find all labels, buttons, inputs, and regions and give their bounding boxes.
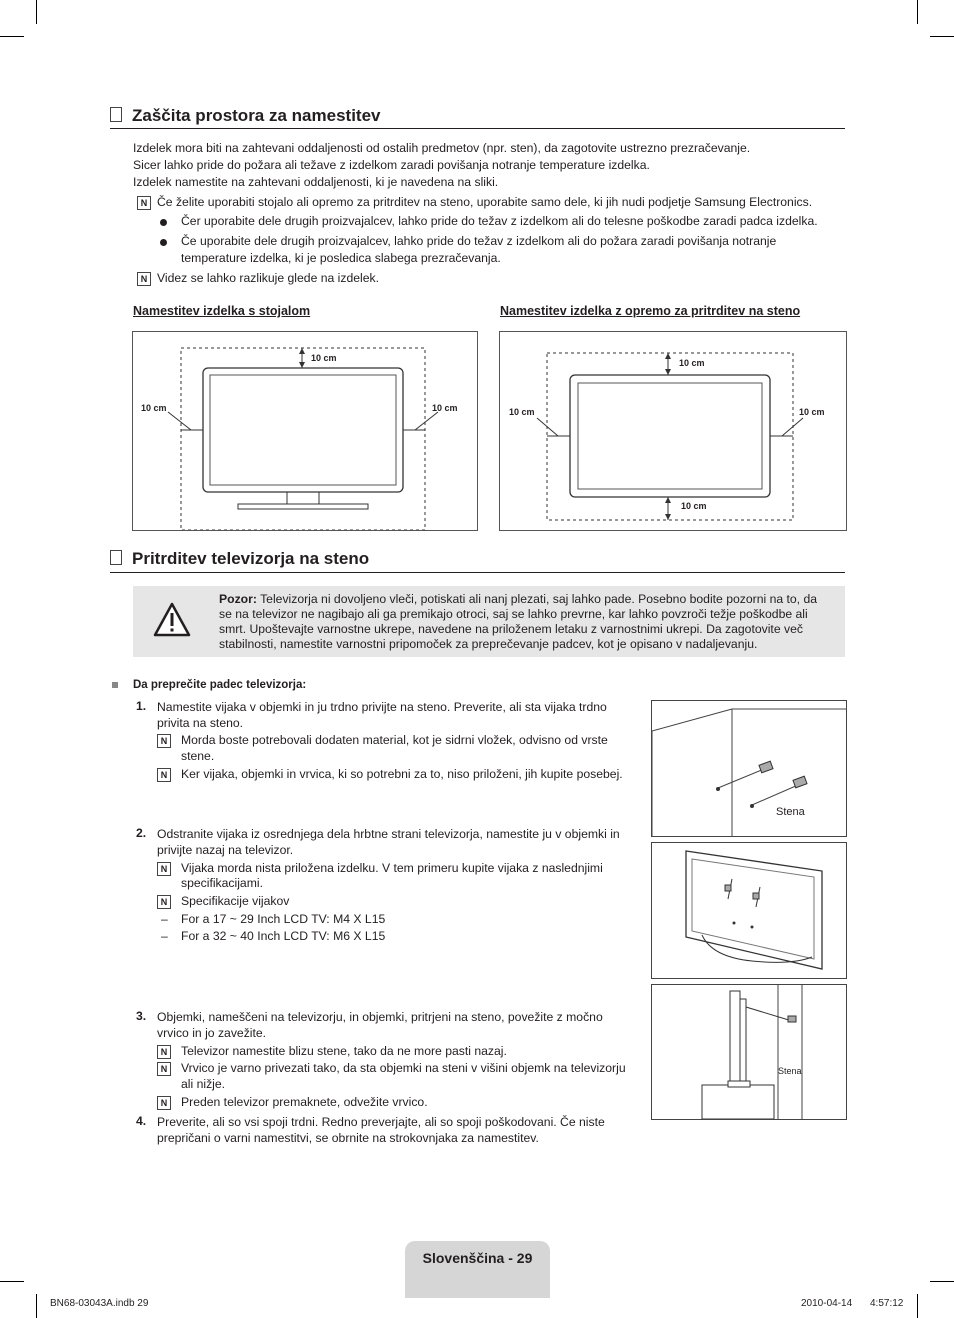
crop-mark: [930, 36, 954, 37]
stand-clearance-figure: [132, 331, 478, 531]
print-date: 2010-04-14: [801, 1298, 853, 1309]
wall-label: Stena: [778, 1066, 802, 1076]
step-text: Preverite, ali so vsi spoji trdni. Redno preverjajte, ali so spoji poškodovani. Če niste: [157, 1115, 605, 1129]
stand-clearance-drawing: [133, 332, 477, 530]
dimension-label: 10 cm: [681, 501, 707, 511]
step-text: vrvico in jo zavežite.: [157, 1026, 267, 1040]
note-icon: N: [157, 1096, 171, 1110]
note-icon: N: [137, 196, 151, 210]
note-icon: N: [157, 895, 171, 909]
square-bullet-icon: [112, 682, 118, 688]
dimension-label: 10 cm: [509, 407, 535, 417]
note-text: stene.: [181, 749, 215, 763]
figure-title-stand: Namestitev izdelka s stojalom: [133, 304, 311, 318]
wall-screws-drawing: [652, 701, 846, 836]
crop-mark: [0, 36, 24, 37]
tv-back-drawing: [652, 843, 846, 978]
intro-line: Izdelek mora biti na zahtevani oddaljenosti od ostalih predmetov (npr. sten), da zagotovite ustrezno prezračevanje.: [133, 141, 751, 155]
spec-line: For a 17 ~ 29 Inch LCD TV: M4 X L15: [181, 912, 386, 926]
step-text: prepričani o varni namestitvi, se obrnite na strokovnjaka za namestitev.: [157, 1131, 539, 1145]
section-rule: [110, 128, 845, 129]
step-text: Objemki, nameščeni na televizorju, in objemki, pritrjeni na steno, povežite z močno: [157, 1010, 603, 1024]
note-icon: N: [157, 734, 171, 748]
step-number: 3.: [136, 1009, 147, 1023]
dimension-label: 10 cm: [311, 353, 337, 363]
figure-title-wall: Namestitev izdelka z opremo za pritrditev na steno: [500, 304, 801, 318]
print-time: 4:57:12: [870, 1298, 904, 1309]
note-icon: N: [157, 862, 171, 876]
note-text: Ker vijaka, objemki in vrvica, ki so potrebni za to, niso priloženi, jih kupite posebej.: [181, 767, 623, 781]
section-marker-icon: [110, 107, 122, 122]
step-text: privijte nazaj na televizor.: [157, 843, 294, 857]
bullet-text: temperature izdelka, ki je posledica slabega prezračevanja.: [181, 251, 501, 265]
note-icon: N: [157, 1062, 171, 1076]
tv-side-drawing: [652, 985, 846, 1119]
note-icon: N: [137, 272, 151, 286]
wall-label: Stena: [776, 806, 805, 818]
note-text: Preden televizor premaknete, odvežite vrvico.: [181, 1095, 428, 1109]
note-icon: N: [157, 1045, 171, 1059]
section-marker-icon: [110, 550, 122, 565]
intro-line: Izdelek namestite na zahtevani oddaljenosti, ki je navedena na sliki.: [133, 175, 499, 189]
section-title: Pritrditev televizorja na steno: [110, 549, 369, 569]
crop-mark: [36, 0, 37, 24]
wall-clearance-drawing: [500, 332, 846, 530]
tv-back-illustration: [651, 842, 847, 979]
note-text: Videz se lahko razlikuje glede na izdelek.: [157, 271, 379, 285]
warning-text: stabilnosti, namestite varnostni pripomoček za preprečevanje padcev, kot je opisano v nadaljevanju.: [219, 637, 758, 651]
section-title: Zaščita prostora za namestitev: [110, 106, 380, 126]
dash-marker: –: [161, 929, 168, 943]
dimension-label: 10 cm: [679, 358, 705, 368]
step-text: privita na steno.: [157, 716, 244, 730]
step-number: 1.: [136, 699, 147, 713]
dimension-label: 10 cm: [432, 403, 458, 413]
note-text: Televizor namestite blizu stene, tako da ne more pasti nazaj.: [181, 1044, 507, 1058]
wall-clearance-figure: [499, 331, 847, 531]
step-number: 4.: [136, 1114, 147, 1128]
dimension-label: 10 cm: [799, 407, 825, 417]
note-text: Specifikacije vijakov: [181, 894, 290, 908]
step-text: Namestite vijaka v objemki in ju trdno privijte na steno. Preverite, ali sta vijaka trdno: [157, 700, 607, 714]
bullet-icon: [160, 239, 167, 246]
bullet-text: Čer uporabite dele drugih proizvajalcev, lahko pride do težav z izdelkom ali do telesne poškodbe zaradi padca izdelka.: [181, 214, 818, 228]
note-text: Če želite uporabiti stojalo ali opremo za pritrditev na steno, uporabite samo dele, ki jih nudi podjetje Samsung Electronics.: [157, 195, 813, 209]
step-text: Odstranite vijaka iz osrednjega dela hrbtne strani televizorja, namestite ju v objemki in: [157, 827, 620, 841]
bullet-text: Če uporabite dele drugih proizvajalcev, lahko pride do težav z izdelkom ali do požara zaradi povišanja notranje: [181, 234, 777, 248]
subheading: Da preprečite padec televizorja:: [133, 679, 307, 691]
warning-triangle-icon: [153, 602, 191, 638]
step-number: 2.: [136, 826, 147, 840]
section-rule: [110, 572, 845, 573]
page-number-tab: [405, 1241, 550, 1298]
warning-text: se na televizor ne nagibajo ali ga premikajo otroci, saj se lahko prevrne, kar lahko povzroči težje poškodbe ali: [219, 607, 808, 621]
wall-screws-illustration: [651, 700, 847, 837]
note-icon: N: [157, 768, 171, 782]
crop-mark: [917, 1294, 918, 1318]
spec-line: For a 32 ~ 40 Inch LCD TV: M6 X L15: [181, 929, 386, 943]
dimension-label: 10 cm: [141, 403, 167, 413]
crop-mark: [917, 0, 918, 24]
file-info: BN68-03043A.indb 29: [50, 1298, 149, 1309]
note-text: Vrvico je varno privezati tako, da sta objemki na steni v višini objemk na televizorju: [181, 1061, 626, 1075]
note-text: ali nižje.: [181, 1077, 226, 1091]
bullet-icon: [160, 219, 167, 226]
warning-text: Pozor: Televizorja ni dovoljeno vleči, potiskati ali nanj plezati, saj lahko pade. Posebno bodite pozorni na to, da: [219, 592, 817, 606]
crop-mark: [36, 1294, 37, 1318]
dash-marker: –: [161, 912, 168, 926]
tv-side-illustration: [651, 984, 847, 1120]
page-label: Slovenščina - 29: [422, 1250, 533, 1266]
crop-mark: [0, 1281, 24, 1282]
crop-mark: [930, 1281, 954, 1282]
note-text: Vijaka morda nista priložena izdelku. V tem primeru kupite vijaka z naslednjimi: [181, 861, 603, 875]
warning-text: smrt. Upoštevajte varnostne ukrepe, navedene na priloženem letaku z varnostnimi ukrepi. Da zagotovite več: [219, 622, 803, 636]
note-text: Morda boste potrebovali dodaten material, kot je sidrni vložek, odvisno od vrste: [181, 733, 608, 747]
intro-line: Sicer lahko pride do požara ali težave z izdelkom zaradi povišanja notranje temperature izdelka.: [133, 158, 650, 172]
note-text: specifikacijami.: [181, 876, 263, 890]
